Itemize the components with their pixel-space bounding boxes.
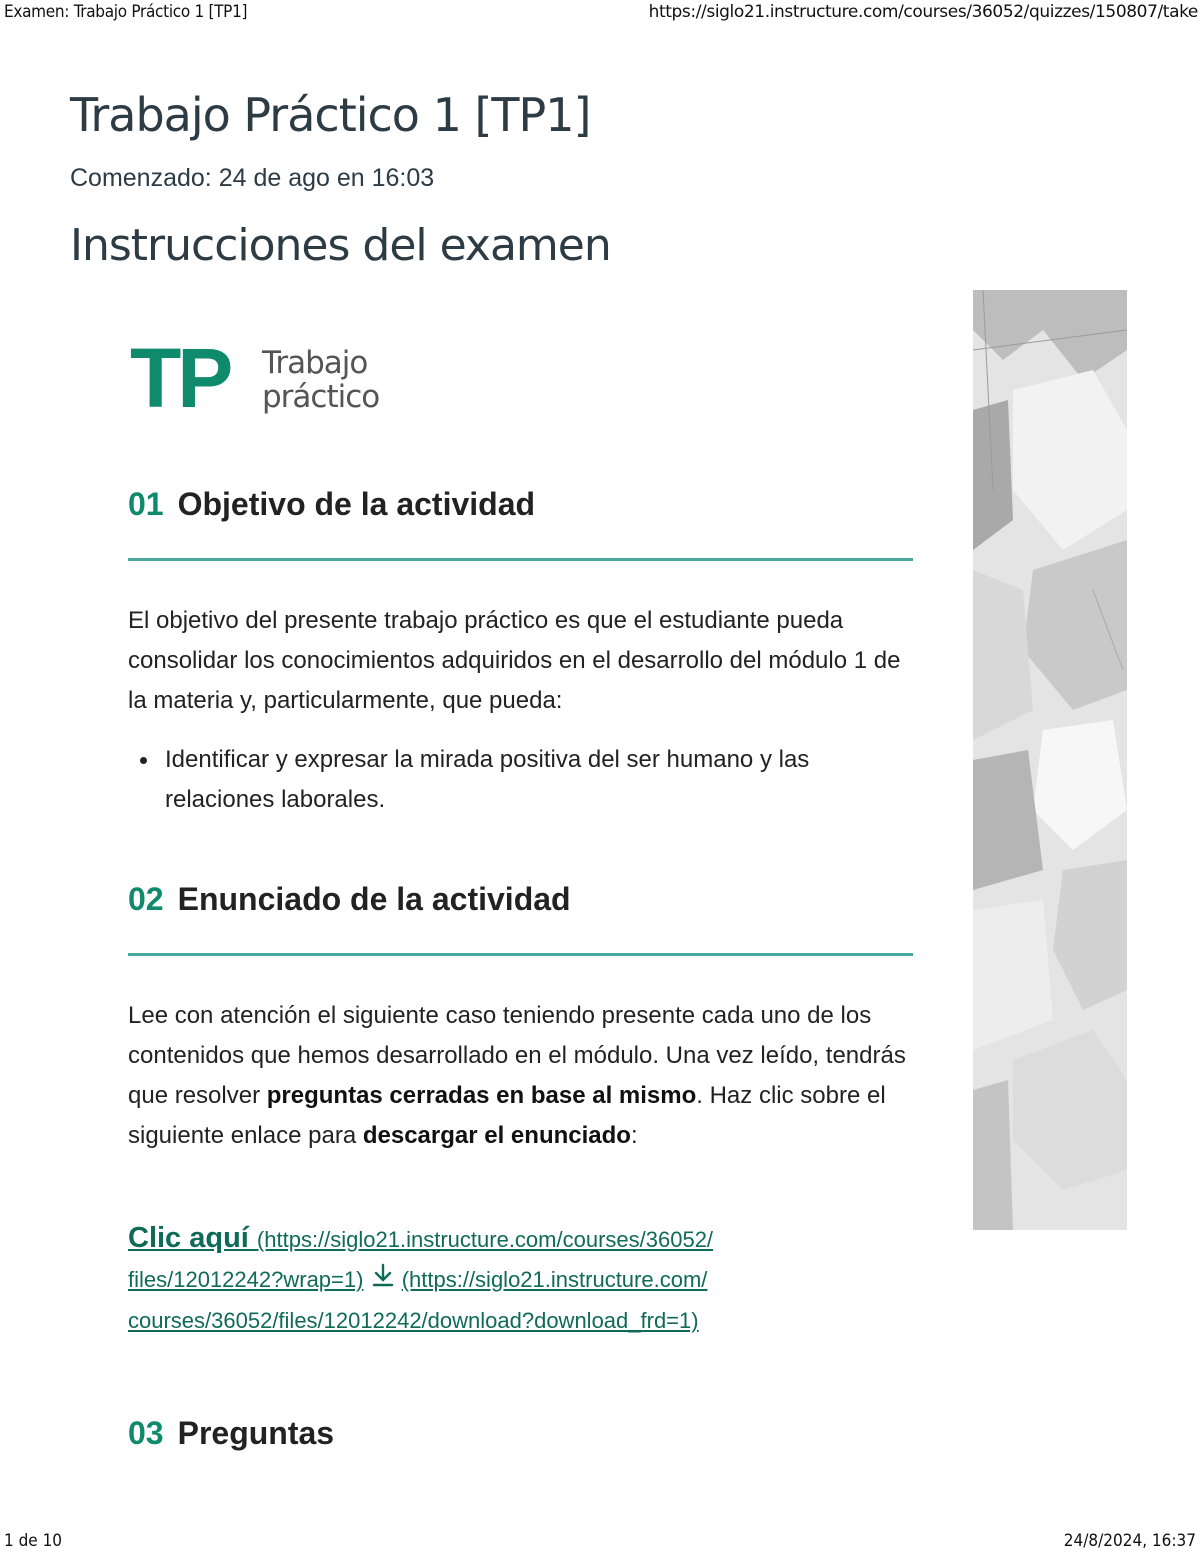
statement-text-3: : bbox=[630, 1122, 638, 1149]
section-divider bbox=[128, 953, 913, 956]
quiz-started-time: Comenzado: 24 de ago en 16:03 bbox=[70, 164, 435, 192]
download-icon[interactable] bbox=[370, 1261, 396, 1301]
decorative-architecture-image bbox=[973, 290, 1127, 1230]
objective-bullet-text: Identificar y expresar la mirada positiva del ser humano y las relaciones laborales. bbox=[165, 746, 810, 813]
print-header-url: https://siglo21.instructure.com/courses/36052/quizzes/150807/take bbox=[648, 2, 1198, 22]
statement-text-1: Lee con atención el siguiente caso teniendo presente cada uno de los contenidos que hemos desarrollado en el módulo. Una vez leído, tendrás que resolver bbox=[128, 1002, 906, 1109]
print-header-title: Examen: Trabajo Práctico 1 [TP1] bbox=[4, 2, 248, 22]
statement-text-2: . Haz clic sobre el siguiente enlace para bbox=[128, 1082, 886, 1149]
section-number: 02 bbox=[128, 881, 164, 917]
instructions-heading: Instrucciones del examen bbox=[70, 220, 611, 271]
section-number: 03 bbox=[128, 1415, 164, 1451]
bullet-dot bbox=[140, 757, 147, 764]
objective-paragraph: El objetivo del presente trabajo práctico es que el estudiante pueda consolidar los conocimientos adquiridos en el desarrollo del módulo 1 de la materia y, particularmente, que pueda: bbox=[128, 607, 901, 714]
section-objective-heading bbox=[128, 486, 535, 523]
statement-paragraph bbox=[128, 996, 913, 1156]
section-title: Enunciado de la actividad bbox=[177, 881, 571, 917]
clic-aqui-link[interactable]: Clic aquí bbox=[128, 1222, 257, 1254]
quiz-title: Trabajo Práctico 1 [TP1] bbox=[70, 88, 591, 142]
statement-bold-1: preguntas cerradas en base al mismo bbox=[266, 1082, 697, 1109]
section-number: 01 bbox=[128, 486, 164, 522]
section-title: Objetivo de la actividad bbox=[177, 486, 536, 522]
tp-logo-mark: TP bbox=[130, 331, 230, 425]
tp-logo-word-line1: Trabajo bbox=[262, 345, 368, 381]
tp-logo-word-line2: práctico bbox=[262, 379, 380, 415]
file-url-link[interactable]: (https://siglo21.instructure.com/courses/36052/ files/12012242?wrap=1) bbox=[128, 1227, 714, 1292]
section-title: Preguntas bbox=[177, 1415, 335, 1451]
statement-bold-2: descargar el enunciado bbox=[362, 1122, 631, 1149]
section-statement-heading bbox=[128, 881, 571, 918]
print-footer-page-count: 1 de 10 bbox=[4, 1531, 63, 1551]
section-divider bbox=[128, 558, 913, 561]
download-url-link[interactable]: (https://siglo21.instructure.com/ courses/36052/files/12012242/download?download_frd=1) bbox=[128, 1267, 708, 1334]
statement-links bbox=[128, 1218, 848, 1341]
print-footer-datetime: 24/8/2024, 16:37 bbox=[1063, 1531, 1196, 1551]
objective-bullet bbox=[140, 740, 900, 820]
section-questions-heading bbox=[128, 1415, 334, 1452]
tp-logo-wordmark bbox=[262, 346, 422, 414]
